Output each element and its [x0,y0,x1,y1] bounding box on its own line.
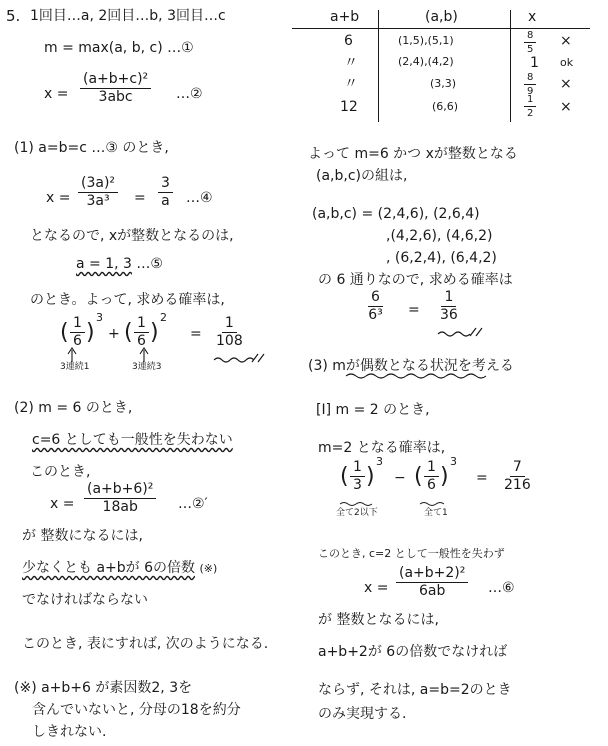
table-row-2-mark: ok [560,56,574,69]
part3-note-all-1: 全て1 [424,508,448,518]
part3-wavy-under-a [340,503,372,506]
part3-minus: − [394,470,406,486]
part2-must-line: でなければならない [22,592,148,608]
table-row-4-x-den: 2 [527,108,534,119]
part1-note-three-ones: 3連続1 [60,362,90,372]
part1-prob-exp2: 2 [160,311,167,324]
definition-x-lhs: x = [44,86,69,102]
part3-b-num: 1 [424,460,439,477]
part1-eq-lhs: x = [46,190,71,206]
table-row-3-x-num: 8 [524,72,536,85]
right-combos-line3: , (6,2,4), (6,4,2) [386,250,497,266]
part1-paren-close-2: ) [150,320,159,345]
roll-definitions: 1回目…a, 2回目…b, 3回目…c [30,8,226,24]
part1-solution-value: a = 1, 3 [76,256,132,272]
part3-eq-den: 6ab [419,583,446,600]
table-row-4-x-num: 1 [524,94,536,107]
table-row-3-pairs: (3,3) [430,77,457,90]
part1-note-three-threes: 3連続3 [132,362,162,372]
part1-heading: (1) a=b=c …③ のとき, [14,140,169,156]
part1-line3: のとき。よって, 求める確率は, [30,292,225,308]
part1-result-wavy-underline [214,358,254,362]
part1-arrow-2 [140,348,148,362]
part1-paren-open-1: ( [60,320,69,345]
part1-eq-den2: a [161,193,170,210]
right-prob-den: 6³ [368,307,383,324]
part1-prob-num2: 1 [134,316,149,333]
right-combos-line2: ,(4,2,6), (4,6,2) [386,228,493,244]
part2-this-case: このとき, [30,464,91,480]
table-header-pair: (a,b) [425,9,458,25]
part2-integer-condition: が 整数になるには, [22,528,143,544]
table-row-1-pairs: (1,5),(5,1) [398,34,454,47]
table-row-4-pairs: (6,6) [432,100,459,113]
part3-paren-open-2: ( [414,464,423,489]
part3-paren-open-1: ( [340,464,349,489]
part2-note-line3: しきれない. [32,724,107,740]
table-row-4-sum: 12 [340,99,358,115]
part2-least-condition-text: 少なくとも a+bが 6の倍数 [22,560,196,576]
part3-eq-num: (a+b+2)² [396,566,468,583]
part3-b-den: 6 [427,477,436,494]
part1-prob-plus: + [108,326,120,342]
table-row-1-sum: 6 [344,33,353,49]
part3-exp-b: 3 [450,455,457,468]
table-header-x: x [528,9,537,25]
right-prob-equals: = [408,302,420,318]
part2-heading: (2) m = 6 のとき, [14,400,133,416]
part2-star-mark: (※) [199,562,218,575]
part3-case1: [Ⅰ] m = 2 のとき, [316,402,430,418]
part2-table-line: このとき, 表にすれば, 次のようになる. [22,636,269,652]
part3-wavy-under-b [420,503,444,506]
part2-assumption-text: c=6 としても一般性を失わない [32,432,233,448]
part2-note-line2: 含んでいないと, 分母の18を約分 [32,702,241,718]
part1-paren-close-1: ) [86,320,95,345]
part1-prob-den2: 6 [137,333,146,350]
definition-x-numerator: (a+b+c)² [80,72,151,89]
right-result-num: 1 [441,290,456,307]
part2-eq-lhs: x = [50,496,75,512]
part3-a-den: 3 [353,477,362,494]
definition-x-denominator: 3abc [98,89,133,106]
part3-paren-close-2: ) [440,464,449,489]
part3-heading-wavy-underline [346,374,486,378]
table-row-3-mark: × [560,76,572,92]
table-row-1-mark: × [560,33,572,49]
definition-x-tag: …② [176,86,203,102]
part3-heading: (3) mが偶数となる状況を考える [308,358,514,374]
part3-prob-line: m=2 となる確率は, [318,440,446,456]
part3-equals: = [476,470,488,486]
part3-ok-line: ならず, それは, a=b=2のとき [318,682,512,698]
part3-result-den: 216 [504,477,531,494]
part1-result-num: 1 [222,316,237,333]
part3-assumption: このとき, c=2 として一般性を失わず [318,547,505,560]
part3-a-num: 1 [350,460,365,477]
table-row-4-mark: × [560,99,572,115]
right-thus-line2: (a,b,c)の組は, [316,168,408,184]
definition-m: m = max(a, b, c) …① [44,40,194,56]
part3-multiple-condition: a+b+2が 6の倍数でなければ [318,644,508,660]
table-row-2-pairs: (2,4),(4,2) [398,55,454,68]
right-result-slash-marks [470,328,482,336]
problem-number: 5. [6,7,21,25]
table-row-3-x-den: 9 [527,86,534,97]
table-row-2-x: 1 [530,55,539,71]
part1-solution-tag: …⑤ [136,256,163,272]
table-header-sum: a+b [330,9,360,25]
part1-eq-num1: (3a)² [78,176,118,193]
part1-eq-num2: 3 [158,176,173,193]
right-combos-line1: (a,b,c) = (2,4,6), (2,6,4) [312,206,480,222]
part3-paren-close-1: ) [366,464,375,489]
part1-eq-tag: …④ [186,190,213,206]
part1-result-den: 108 [216,333,243,350]
part1-prob-num1: 1 [70,316,85,333]
part2-note-line1: (※) a+b+6 が素因数2, 3を [14,680,193,696]
table-row-3-sum: 〃 [344,76,358,92]
right-count-line: の 6 通りなので, 求める確率は [318,272,513,288]
part3-eq-tag: …⑥ [488,580,515,596]
part1-paren-open-2: ( [124,320,133,345]
right-thus-line1: よって m=6 かつ xが整数となる [308,146,518,162]
part1-arrow-1 [68,348,76,362]
right-prob-num: 6 [368,290,383,307]
part3-integer-condition: が 整数となるには, [318,612,439,628]
right-result-den: 36 [440,307,458,324]
part1-result-slash-marks [252,354,264,362]
table-row-1-x-num: 8 [524,30,536,43]
part3-eq-lhs: x = [364,580,389,596]
part3-result-num: 7 [510,460,525,477]
part1-line2: となるので, xが整数となるのは, [30,228,234,244]
part1-prob-equals: = [190,326,202,342]
part3-exp-a: 3 [376,455,383,468]
part3-note-all-le2: 全て2以下 [336,508,378,518]
part1-eq-equals: = [134,190,146,206]
part1-prob-den1: 6 [73,333,82,350]
part2-eq-tag: …②′ [178,496,208,512]
right-result-wavy-underline [438,332,470,336]
table-row-2-sum: 〃 [344,55,358,71]
part2-eq-den: 18ab [102,499,138,516]
part1-prob-exp1: 3 [96,311,103,324]
table-row-1-x-den: 5 [527,44,534,55]
part3-only-line: のみ実現する. [318,706,407,722]
part2-eq-num: (a+b+6)² [84,482,156,499]
part1-eq-den1: 3a³ [86,193,110,210]
